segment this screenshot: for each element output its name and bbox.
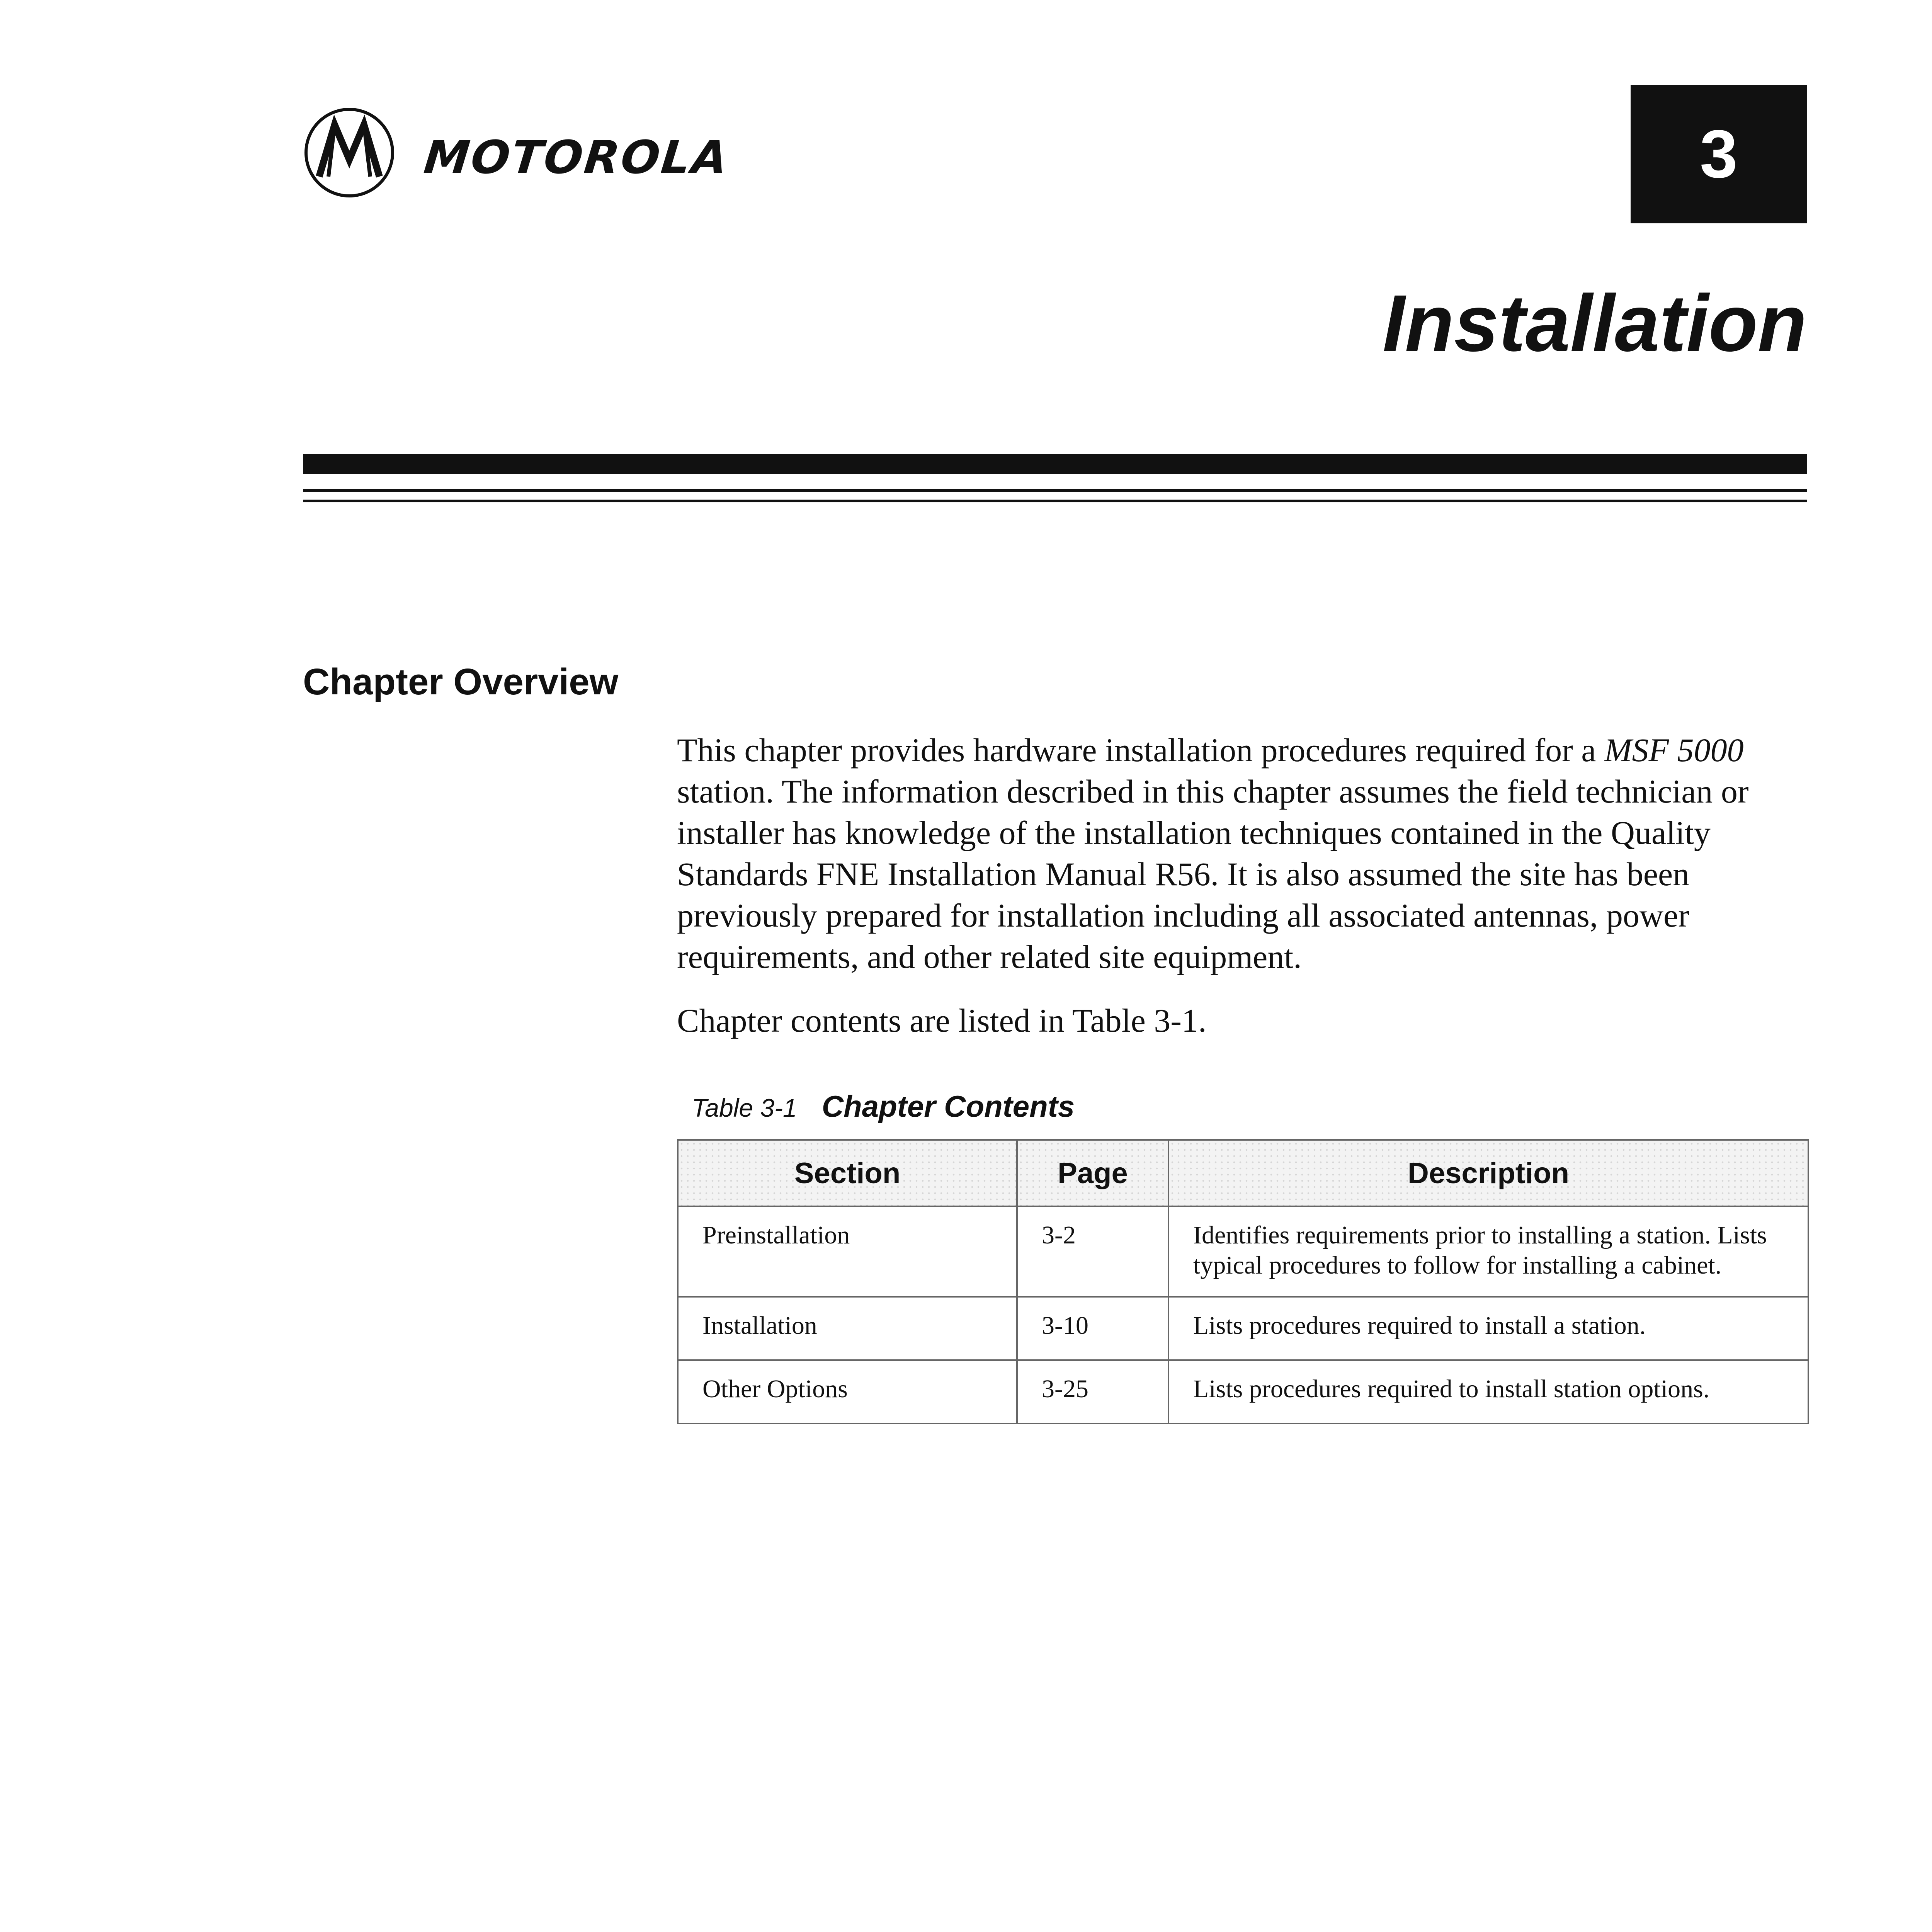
column-header-page: Page [1017, 1140, 1168, 1206]
column-header-description: Description [1168, 1140, 1808, 1206]
table-caption [692, 1089, 1075, 1124]
cell-page: 3-10 [1017, 1297, 1168, 1360]
cell-section: Preinstallation [678, 1206, 1017, 1297]
product-name: MSF 5000 [1604, 731, 1744, 769]
table-header-row [678, 1140, 1808, 1206]
chapter-title: Installation [1383, 279, 1807, 368]
intro-text-start: This chapter provides hardware installation procedures required for a [677, 731, 1604, 769]
table-caption-title: Chapter Contents [821, 1089, 1075, 1123]
header-rule-thick [303, 454, 1807, 474]
contents-note: Chapter contents are listed in Table 3-1. [677, 1002, 1207, 1039]
cell-description: Lists procedures required to install station options. [1168, 1360, 1808, 1423]
section-heading: Chapter Overview [303, 661, 619, 702]
header-rule-thin [303, 500, 1807, 502]
table-row [678, 1206, 1808, 1297]
chapter-number-box [1631, 85, 1807, 223]
cell-page: 3-25 [1017, 1360, 1168, 1423]
cell-page: 3-2 [1017, 1206, 1168, 1297]
cell-description: Lists procedures required to install a station. [1168, 1297, 1808, 1360]
table-caption-label: Table 3-1 [692, 1094, 797, 1122]
header-rule-thin [303, 489, 1807, 492]
column-header-section: Section [678, 1140, 1017, 1206]
cell-section: Other Options [678, 1360, 1017, 1423]
brand-name: MOTOROLA [421, 131, 732, 184]
cell-section: Installation [678, 1297, 1017, 1360]
table-row [678, 1360, 1808, 1423]
chapter-contents-table [677, 1139, 1809, 1424]
chapter-number: 3 [1700, 116, 1738, 192]
intro-text-end: station. The information described in this chapter assumes the field technician or installer has knowledge of the installation techniques contained in the Quality Standards FNE Installation Manual R56. It is also assumed the site has been previously prepared for installation including all associated antennas, power requirements, and other related site equipment. [677, 773, 1749, 975]
intro-paragraph [677, 730, 1813, 978]
motorola-logo-icon [303, 106, 396, 199]
table-row [678, 1297, 1808, 1360]
cell-description: Identifies requirements prior to installing a station. Lists typical procedures to follow for installing a cabinet. [1168, 1206, 1808, 1297]
